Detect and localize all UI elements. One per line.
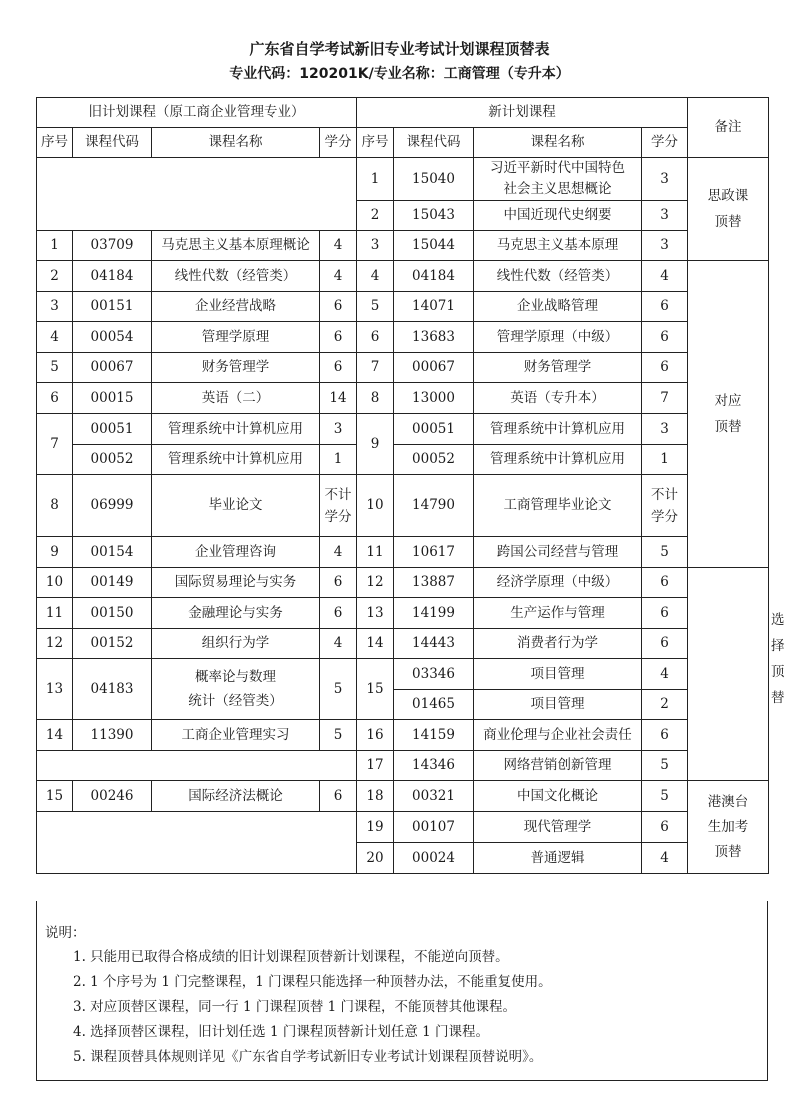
old-seq: 1 (37, 231, 73, 261)
new-credit: 6 (642, 598, 688, 629)
old-name: 企业经营战略 (152, 292, 320, 322)
new-name: 管理系统中计算机应用 (474, 414, 642, 445)
new-credit: 4 (642, 261, 688, 292)
new-code: 10617 (394, 537, 474, 568)
table-row (37, 751, 769, 781)
old-seq: 4 (37, 322, 73, 353)
new-seq: 10 (357, 475, 394, 537)
old-credit: 14 (320, 383, 357, 414)
header-row-columns (37, 128, 769, 158)
new-name: 马克思主义基本原理 (474, 231, 642, 261)
new-name: 管理学原理（中级） (474, 322, 642, 353)
table-row (37, 629, 769, 659)
new-credit-header: 学分 (642, 128, 688, 158)
course-replacement-table (36, 97, 785, 874)
old-name: 管理系统中计算机应用 (152, 445, 320, 475)
old-credit: 6 (320, 322, 357, 353)
old-seq: 12 (37, 629, 73, 659)
table-row (37, 568, 769, 598)
new-name: 生产运作与管理 (474, 598, 642, 629)
new-code: 14071 (394, 292, 474, 322)
notes-box (36, 901, 768, 1081)
table-row (37, 445, 769, 475)
old-credit: 1 (320, 445, 357, 475)
old-name: 概率论与数理 统计（经管类） (152, 659, 320, 720)
new-code: 00107 (394, 812, 474, 843)
old-code: 00015 (73, 383, 152, 414)
old-credit: 5 (320, 659, 357, 720)
new-seq: 7 (357, 353, 394, 383)
new-credit: 2 (642, 690, 688, 720)
notes-list (73, 945, 552, 1070)
new-seq: 2 (357, 201, 394, 231)
new-seq: 17 (357, 751, 394, 781)
new-credit: 6 (642, 629, 688, 659)
new-code: 00321 (394, 781, 474, 812)
new-name-header: 课程名称 (474, 128, 642, 158)
new-name: 财务管理学 (474, 353, 642, 383)
new-credit: 6 (642, 568, 688, 598)
new-credit: 7 (642, 383, 688, 414)
new-code: 15043 (394, 201, 474, 231)
document-subtitle: 专业代码：120201K/专业名称：工商管理（专升本） (229, 66, 570, 82)
old-name: 财务管理学 (152, 353, 320, 383)
new-name: 项目管理 (474, 659, 642, 690)
document-title: 广东省自学考试新旧专业考试计划课程顶替表 (249, 40, 550, 58)
old-name: 管理系统中计算机应用 (152, 414, 320, 445)
empty-old-cell (37, 158, 357, 231)
table-row (37, 475, 769, 537)
new-name: 英语（专升本） (474, 383, 642, 414)
new-name: 中国文化概论 (474, 781, 642, 812)
new-seq: 16 (357, 720, 394, 751)
new-name: 项目管理 (474, 690, 642, 720)
new-seq: 3 (357, 231, 394, 261)
remark-corresponding: 对应 顶替 (688, 261, 769, 568)
new-name: 现代管理学 (474, 812, 642, 843)
new-credit: 5 (642, 751, 688, 781)
new-code: 04184 (394, 261, 474, 292)
table-row (37, 812, 769, 843)
new-seq: 1 (357, 158, 394, 201)
new-name: 商业伦理与企业社会责任 (474, 720, 642, 751)
new-plan-header: 新计划课程 (357, 98, 688, 128)
new-code: 14443 (394, 629, 474, 659)
old-name: 毕业论文 (152, 475, 320, 537)
old-seq-header: 序号 (37, 128, 73, 158)
old-name: 国际经济法概论 (152, 781, 320, 812)
old-credit: 4 (320, 629, 357, 659)
old-name: 管理学原理 (152, 322, 320, 353)
old-seq: 8 (37, 475, 73, 537)
old-credit: 4 (320, 231, 357, 261)
table-row (37, 659, 769, 690)
new-seq: 9 (357, 414, 394, 475)
new-name: 消费者行为学 (474, 629, 642, 659)
remark-hkmt: 港澳台 生加考 顶替 (688, 781, 769, 874)
table-row (37, 383, 769, 414)
new-name: 管理系统中计算机应用 (474, 445, 642, 475)
old-code: 00149 (73, 568, 152, 598)
old-name: 马克思主义基本原理概论 (152, 231, 320, 261)
old-code: 00152 (73, 629, 152, 659)
new-code: 13683 (394, 322, 474, 353)
old-name: 组织行为学 (152, 629, 320, 659)
old-code: 00067 (73, 353, 152, 383)
old-code: 11390 (73, 720, 152, 751)
table-row (37, 598, 769, 629)
old-code: 00246 (73, 781, 152, 812)
header-row-groups (37, 98, 769, 128)
old-credit: 4 (320, 261, 357, 292)
empty-old-cell (37, 751, 357, 781)
new-code: 00024 (394, 843, 474, 874)
table-row (37, 414, 769, 445)
new-name: 经济学原理（中级） (474, 568, 642, 598)
new-credit: 5 (642, 537, 688, 568)
old-code: 04184 (73, 261, 152, 292)
new-credit: 6 (642, 292, 688, 322)
note-item: 1. 只能用已取得合格成绩的旧计划课程顶替新计划课程，不能逆向顶替。 (73, 949, 509, 965)
old-code-header: 课程代码 (73, 128, 152, 158)
new-credit: 6 (642, 353, 688, 383)
old-credit-header: 学分 (320, 128, 357, 158)
old-credit: 6 (320, 598, 357, 629)
old-seq: 9 (37, 537, 73, 568)
table-row (37, 322, 769, 353)
old-seq: 2 (37, 261, 73, 292)
table-row (37, 261, 769, 292)
old-seq: 15 (37, 781, 73, 812)
new-credit: 5 (642, 781, 688, 812)
old-credit: 6 (320, 353, 357, 383)
new-credit: 4 (642, 659, 688, 690)
new-seq: 11 (357, 537, 394, 568)
new-credit: 6 (642, 322, 688, 353)
new-code: 00051 (394, 414, 474, 445)
old-credit: 6 (320, 568, 357, 598)
old-name: 企业管理咨询 (152, 537, 320, 568)
table-row (37, 720, 769, 751)
new-code: 13887 (394, 568, 474, 598)
table-row (37, 158, 769, 201)
new-name: 跨国公司经营与管理 (474, 537, 642, 568)
new-code: 13000 (394, 383, 474, 414)
note-item: 3. 对应顶替区课程，同一行 1 门课程顶替 1 门课程，不能顶替其他课程。 (73, 999, 517, 1015)
old-seq: 13 (37, 659, 73, 720)
new-credit: 4 (642, 843, 688, 874)
new-name: 企业战略管理 (474, 292, 642, 322)
new-credit: 3 (642, 158, 688, 201)
note-item: 2. 1 个序号为 1 门完整课程，1 门课程只能选择一种顶替办法，不能重复使用。 (73, 974, 552, 990)
new-credit: 不计 学分 (642, 475, 688, 537)
new-code: 00067 (394, 353, 474, 383)
new-code: 00052 (394, 445, 474, 475)
new-seq-header: 序号 (357, 128, 394, 158)
old-code: 00154 (73, 537, 152, 568)
table-row: 9 00154 企业管理咨询 4 11 10617 跨国公司经营与管理 5 选择 顶替 (37, 537, 769, 568)
new-seq: 4 (357, 261, 394, 292)
new-name: 普通逻辑 (474, 843, 642, 874)
old-seq: 7 (37, 414, 73, 475)
new-code: 03346 (394, 659, 474, 690)
table-row (37, 231, 769, 261)
table-row (37, 781, 769, 812)
old-credit: 不计 学分 (320, 475, 357, 537)
old-credit: 3 (320, 414, 357, 445)
new-credit: 3 (642, 414, 688, 445)
old-name: 国际贸易理论与实务 (152, 568, 320, 598)
new-code: 14159 (394, 720, 474, 751)
old-code: 00052 (73, 445, 152, 475)
notes-label: 说明： (45, 925, 86, 941)
new-seq: 20 (357, 843, 394, 874)
old-credit: 6 (320, 781, 357, 812)
new-credit: 6 (642, 812, 688, 843)
empty-old-cell (37, 812, 357, 874)
old-seq: 14 (37, 720, 73, 751)
old-code: 00150 (73, 598, 152, 629)
new-seq: 8 (357, 383, 394, 414)
old-seq: 5 (37, 353, 73, 383)
new-credit: 3 (642, 231, 688, 261)
new-seq: 14 (357, 629, 394, 659)
new-name: 线性代数（经管类） (474, 261, 642, 292)
old-seq: 6 (37, 383, 73, 414)
old-name: 英语（二） (152, 383, 320, 414)
old-name: 金融理论与实务 (152, 598, 320, 629)
old-credit: 6 (320, 292, 357, 322)
old-seq: 10 (37, 568, 73, 598)
new-code: 15040 (394, 158, 474, 201)
old-code: 06999 (73, 475, 152, 537)
new-seq: 6 (357, 322, 394, 353)
new-name: 习近平新时代中国特色 社会主义思想概论 (474, 158, 642, 201)
note-item: 5. 课程顶替具体规则详见《广东省自学考试新旧专业考试计划课程顶替说明》。 (73, 1049, 543, 1065)
new-name: 网络营销创新管理 (474, 751, 642, 781)
old-credit: 5 (320, 720, 357, 751)
new-name: 工商管理毕业论文 (474, 475, 642, 537)
old-code: 03709 (73, 231, 152, 261)
old-seq: 11 (37, 598, 73, 629)
new-code: 14346 (394, 751, 474, 781)
new-code: 15044 (394, 231, 474, 261)
new-seq: 5 (357, 292, 394, 322)
old-code: 00051 (73, 414, 152, 445)
old-code: 04183 (73, 659, 152, 720)
remark-header: 备注 (688, 98, 769, 158)
new-seq: 19 (357, 812, 394, 843)
new-code-header: 课程代码 (394, 128, 474, 158)
new-code: 14790 (394, 475, 474, 537)
old-code: 00151 (73, 292, 152, 322)
note-item: 4. 选择顶替区课程，旧计划任选 1 门课程顶替新计划任意 1 门课程。 (73, 1024, 490, 1040)
new-code: 14199 (394, 598, 474, 629)
new-credit: 1 (642, 445, 688, 475)
table-row (37, 292, 769, 322)
new-seq: 18 (357, 781, 394, 812)
new-seq: 12 (357, 568, 394, 598)
new-code: 01465 (394, 690, 474, 720)
table-row (37, 353, 769, 383)
old-code: 00054 (73, 322, 152, 353)
new-credit: 3 (642, 201, 688, 231)
new-name: 中国近现代史纲要 (474, 201, 642, 231)
old-plan-header: 旧计划课程（原工商企业管理专业） (37, 98, 357, 128)
new-seq: 15 (357, 659, 394, 720)
old-name: 工商企业管理实习 (152, 720, 320, 751)
old-credit: 4 (320, 537, 357, 568)
new-seq: 13 (357, 598, 394, 629)
old-name: 线性代数（经管类） (152, 261, 320, 292)
old-name-header: 课程名称 (152, 128, 320, 158)
remark-politics: 思政课 顶替 (688, 158, 769, 261)
new-credit: 6 (642, 720, 688, 751)
old-seq: 3 (37, 292, 73, 322)
